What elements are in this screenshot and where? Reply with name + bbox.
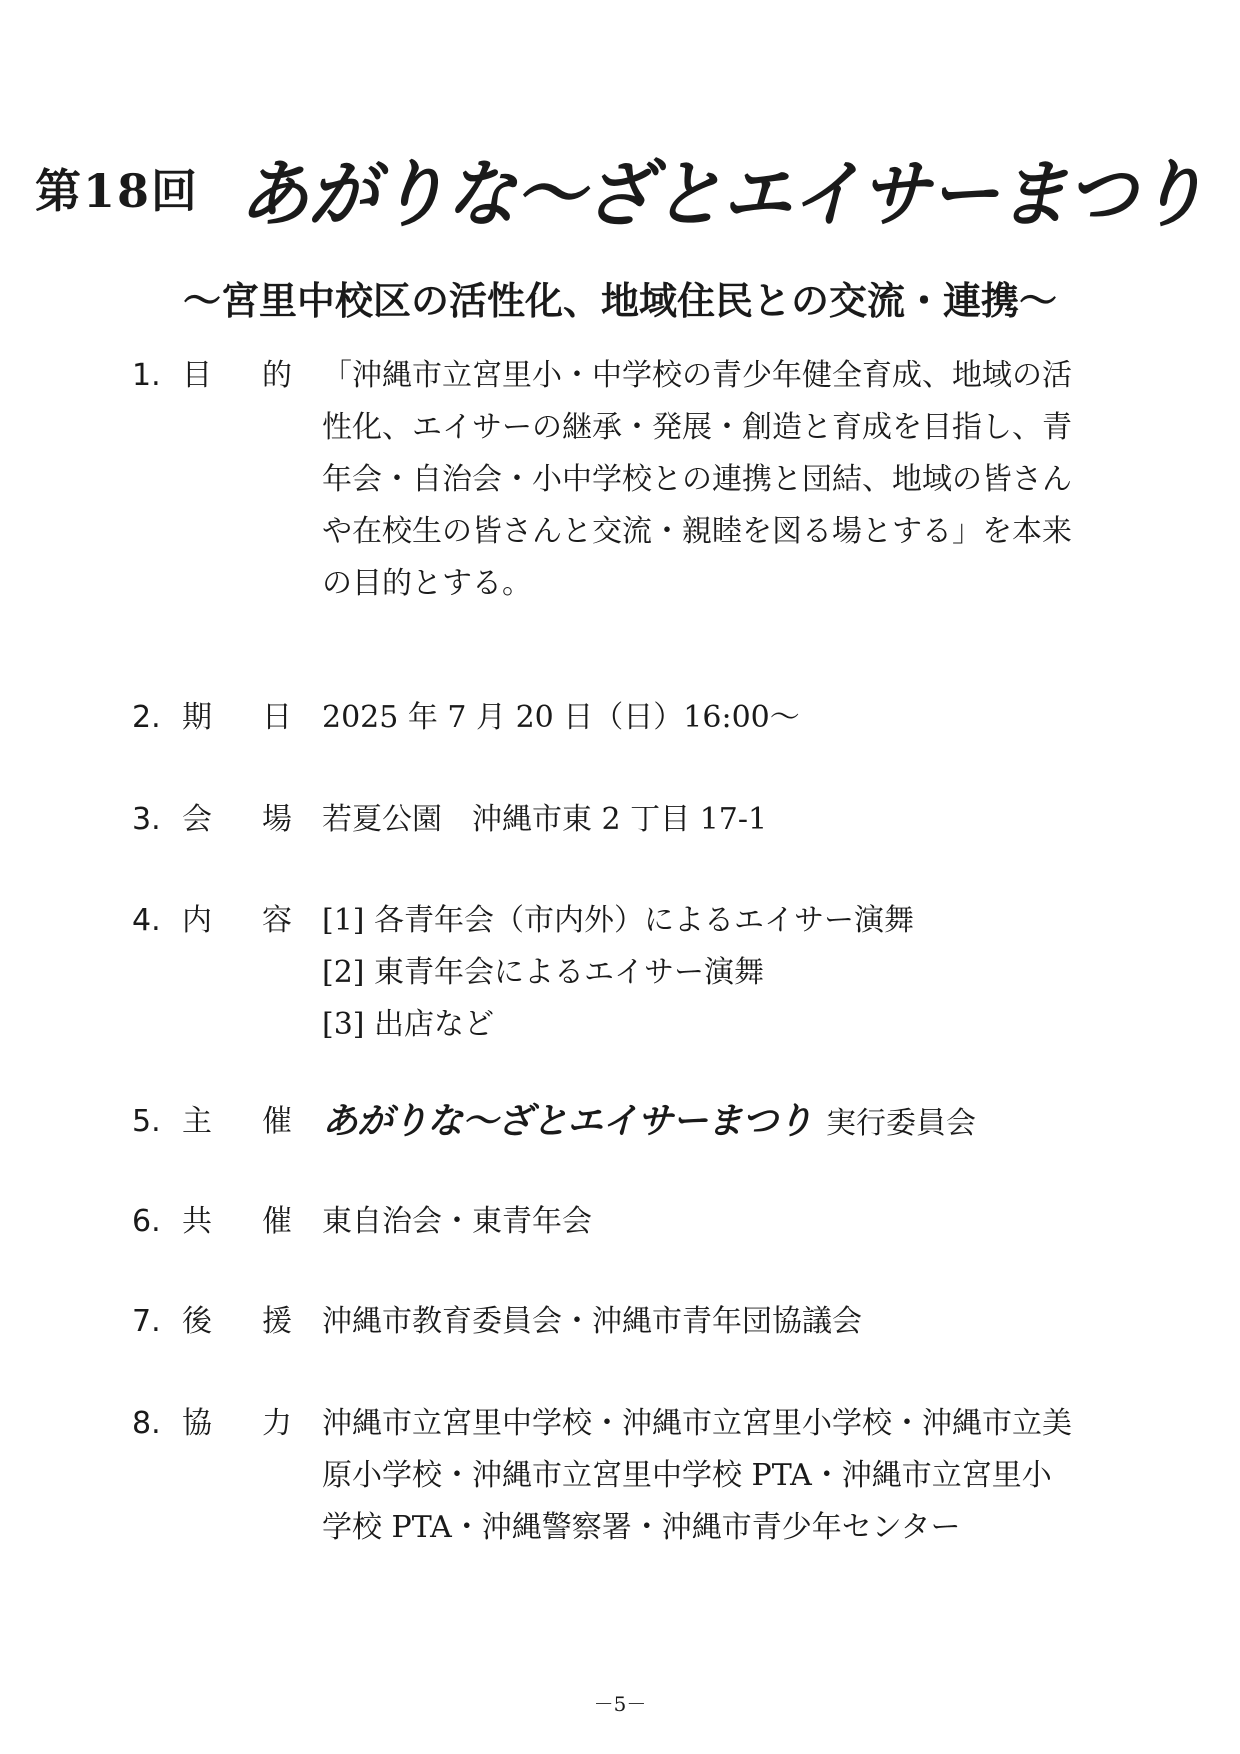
section-number: 1. [132,358,161,393]
section-value [322,350,1122,610]
text-line: 東自治会・東青年会 [322,1204,592,1239]
text-line: 沖縄市立宮里中学校・沖縄市立宮里小学校・沖縄市立美 [322,1406,1072,1441]
organizer-suffix: 実行委員会 [826,1106,977,1141]
section-number: 7. [132,1304,161,1339]
section-number: 6. [132,1204,161,1239]
section-value [322,1196,1122,1248]
text-line: 若夏公園 沖縄市東 2 丁目 17-1 [322,802,768,837]
organizer-name: あがりな～ざとエイサーまつり [322,1101,813,1142]
text-line: や在校生の皆さんと交流・親睦を図る場とする」を本来 [322,514,1072,549]
title-ordinal: 第18回 [34,164,199,218]
text-line: の目的とする。 [322,566,532,601]
section-number: 3. [132,802,161,837]
text-line: [3] 出店など [322,1007,495,1042]
text-line: 年会・自治会・小中学校との連携と団結、地域の皆さん [322,462,1072,497]
section-label: 協 力 [182,1406,292,1441]
section-label: 目 的 [182,358,292,393]
text-line: 学校 PTA・沖縄警察署・沖縄市青少年センター [322,1510,961,1545]
document-subtitle: ～宮里中校区の活性化、地域住民との交流・連携～ [182,278,1057,323]
document-title [0,138,1240,238]
text-line: 原小学校・沖縄市立宮里中学校 PTA・沖縄市立宮里小 [322,1458,1052,1493]
text-line: [1] 各青年会（市内外）によるエイサー演舞 [322,903,915,938]
text-line: 沖縄市教育委員会・沖縄市青年団協議会 [322,1304,862,1339]
section-label: 期 日 [182,700,292,735]
text-line: 2025 年 7 月 20 日（日）16:00～ [322,700,800,735]
text-line: 性化、エイサーの継承・発展・創造と育成を目指し、青 [322,410,1072,445]
section-label: 主 催 [182,1104,292,1139]
section-value [322,1096,1122,1150]
text-line: 「沖縄市立宮里小・中学校の青少年健全育成、地域の活 [322,358,1072,393]
section-value [322,794,1122,846]
section-value [322,1296,1122,1348]
section-value [322,692,1122,744]
section-number: 5. [132,1104,161,1139]
section-label: 共 催 [182,1204,292,1239]
section-label: 後 援 [182,1304,292,1339]
title-event-name: あがりな～ざとエイサーまつり [239,150,1205,237]
section-value [322,895,1122,1051]
text-line: [2] 東青年会によるエイサー演舞 [322,955,765,990]
section-number: 8. [132,1406,161,1441]
section-number: 2. [132,700,161,735]
section-label: 内 容 [182,903,292,938]
section-value [322,1398,1122,1554]
section-number: 4. [132,903,161,938]
page-number: －5－ [593,1692,647,1716]
section-label: 会 場 [182,802,292,837]
